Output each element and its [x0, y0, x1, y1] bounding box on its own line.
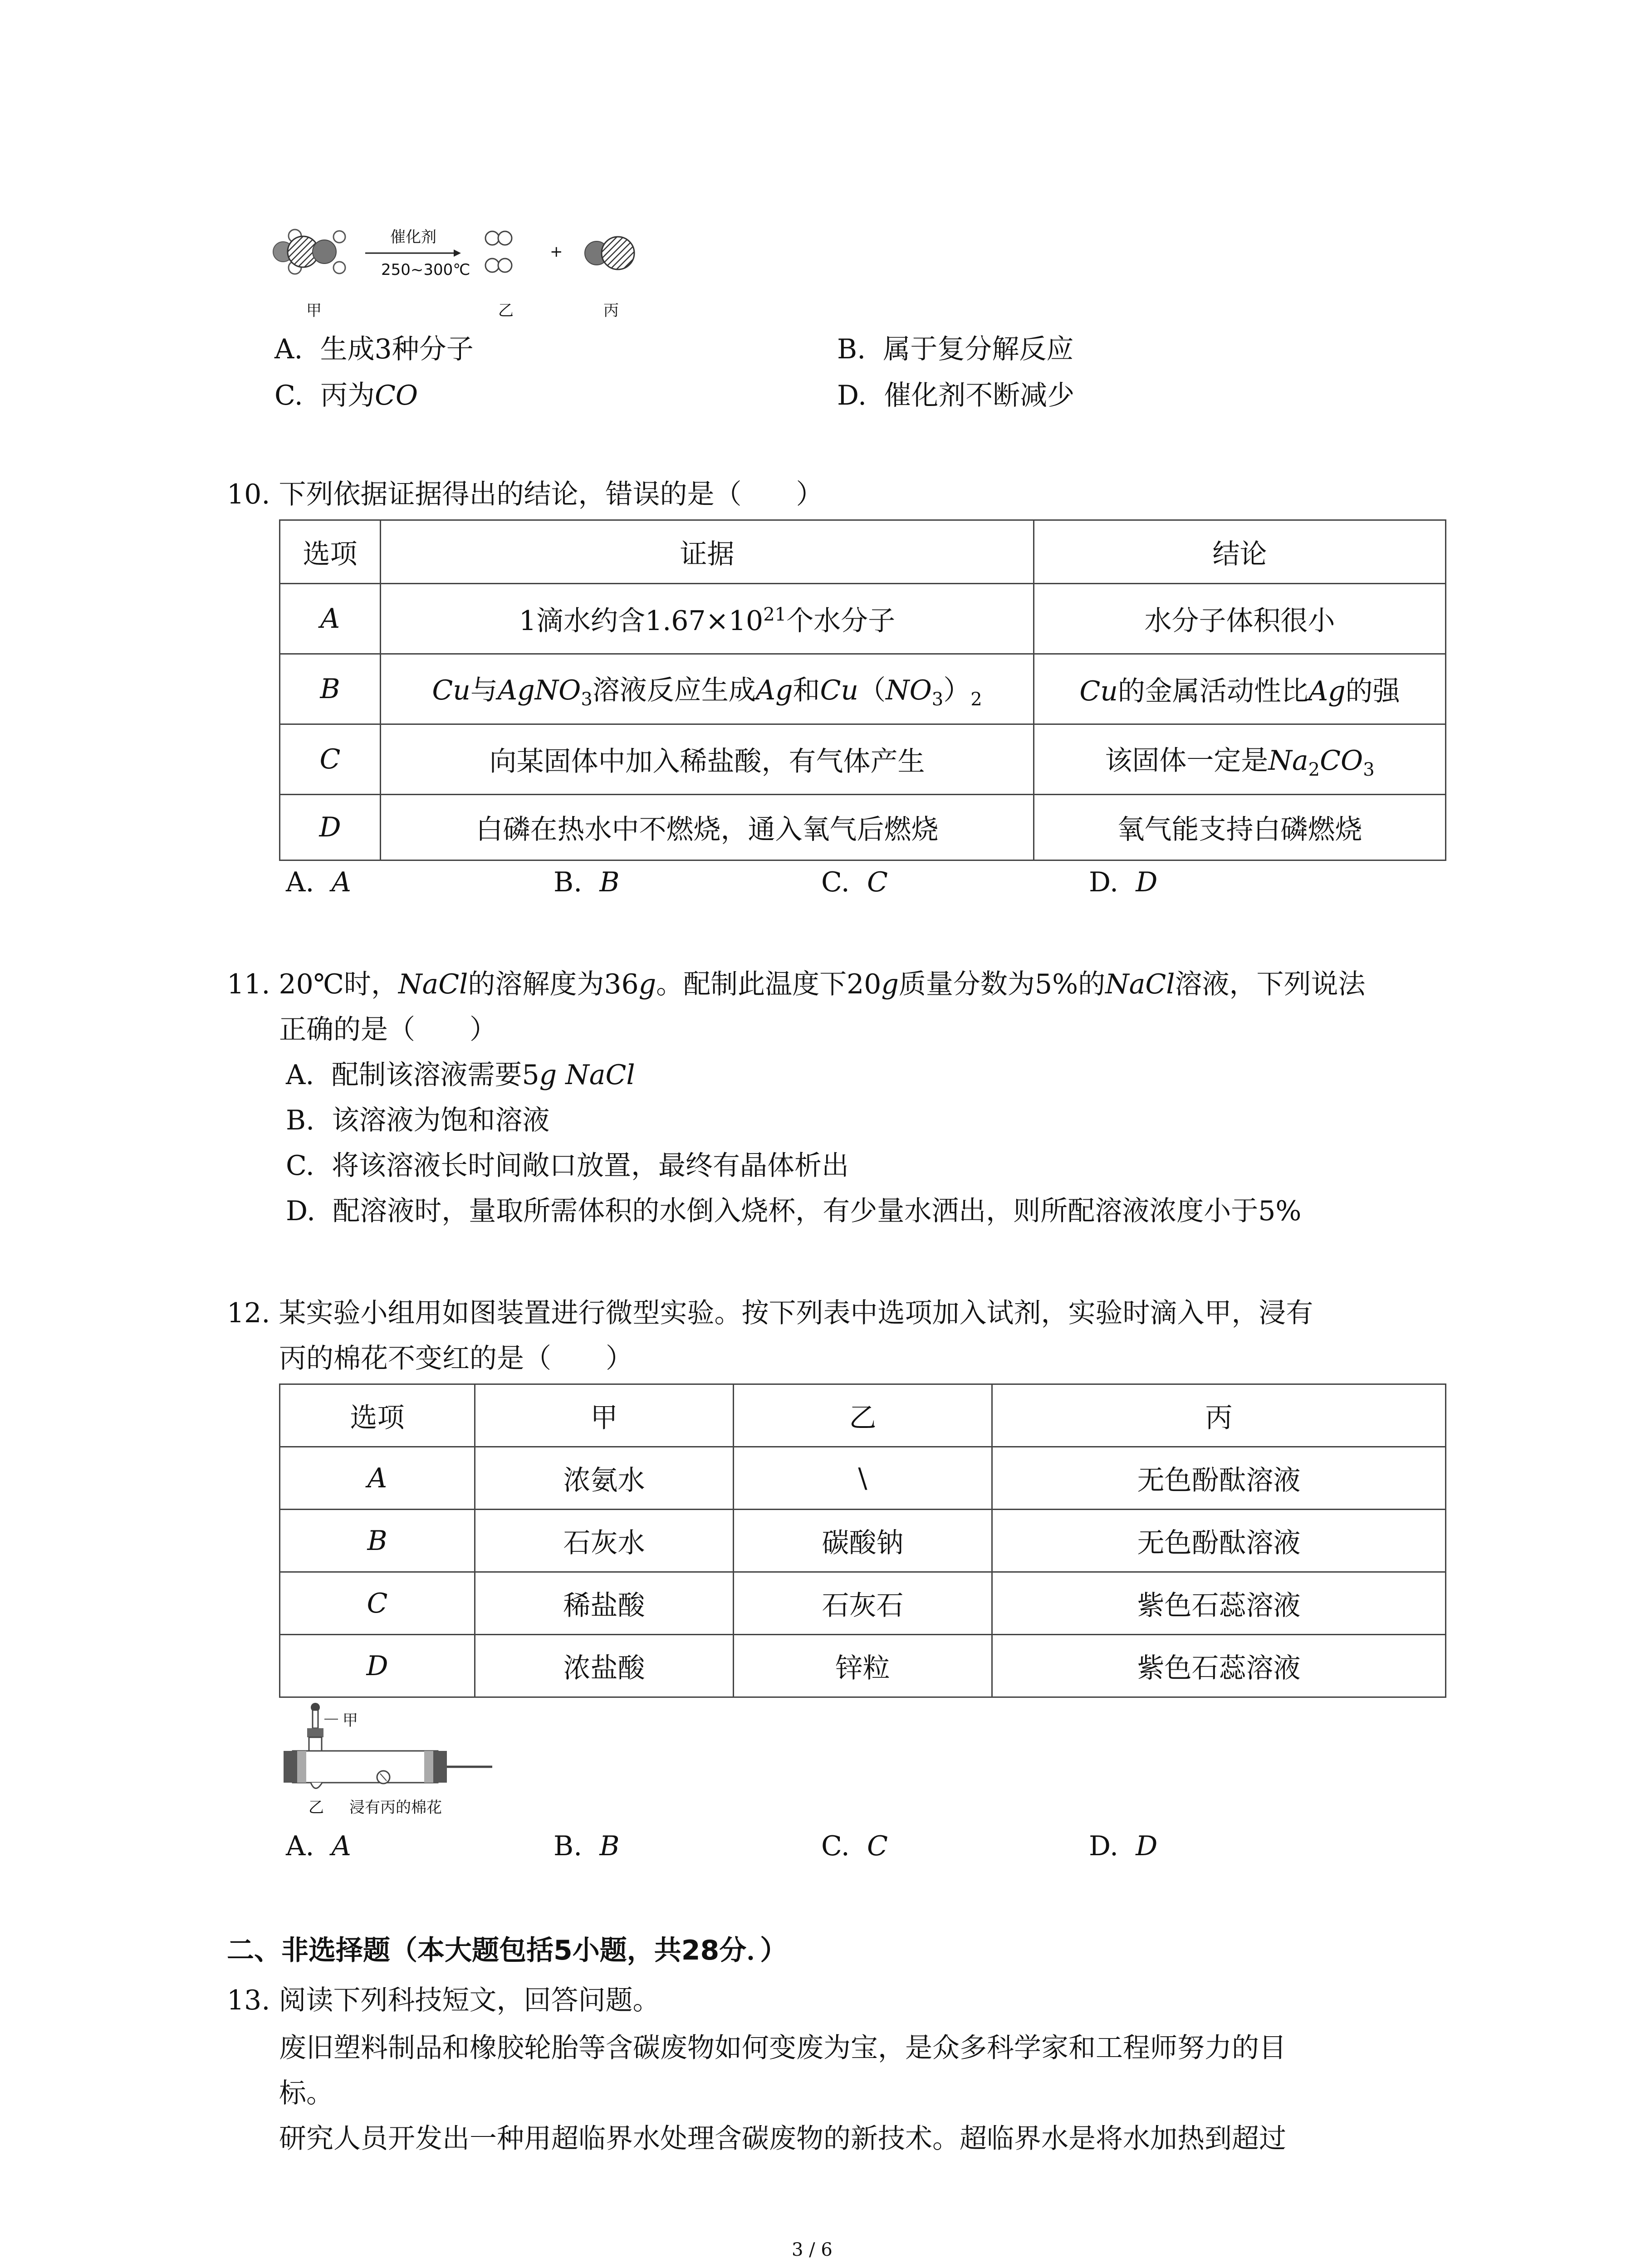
table-row: D 浓盐酸 锌粒 紫色石蕊溶液: [280, 1635, 1446, 1697]
q9-option-d: D. 催化剂不断减少: [837, 380, 1075, 411]
apparatus-label-yi: 乙: [309, 1799, 324, 1817]
temperature-label: 250~300℃: [381, 261, 470, 279]
q12-answer-d: D. D: [1089, 1830, 1158, 1862]
q11-option-d: D. 配溶液时，量取所需体积的水倒入烧杯，有少量水洒出，则所配溶液浓度小于5%: [286, 1195, 1302, 1227]
table-header-row: 选项 证据 结论: [280, 520, 1446, 584]
catalyst-label: 催化剂: [390, 228, 436, 246]
q10-answer-d: D. D: [1089, 866, 1158, 898]
section-2-title: 二、非选择题（本大题包括5小题，共28分．）: [227, 1935, 788, 1966]
q13-para1-line1: 废旧塑料制品和橡胶轮胎等含碳废物如何变废为宝，是众多科学家和工程师努力的目: [279, 2032, 1286, 2064]
table-row: C 稀盐酸 石灰石 紫色石蕊溶液: [280, 1572, 1446, 1635]
q12-stem-line1: 12. 某实验小组用如图装置进行微型实验。按下列表中选项加入试剂，实验时滴入甲，浸有: [227, 1297, 1313, 1329]
hydrogen-molecule-icon: [485, 231, 512, 272]
table-row: D 白磷在热水中不燃烧，通入氧气后燃烧 氧气能支持白磷燃烧: [280, 795, 1446, 860]
q12-answer-a: A. A: [286, 1830, 351, 1862]
q13-para2-line1: 研究人员开发出一种用超临界水处理含碳废物的新技术。超临界水是将水加热到超过: [279, 2123, 1286, 2155]
apparatus-diagram: [279, 1701, 497, 1817]
q9-option-a: A. 生成3种分子: [274, 333, 474, 365]
q11-option-a: A. 配制该溶液需要5g NaCl: [286, 1059, 635, 1091]
q13-para1-line2: 标。: [279, 2077, 333, 2109]
label-bing: 丙: [603, 302, 619, 320]
reaction-well-icon: [311, 1783, 322, 1789]
q10-answer-a: A. A: [286, 866, 351, 898]
q12-table: [279, 1383, 1446, 1698]
q11-stem-line1: 11. 20℃时，NaCl的溶解度为36g。配制此温度下20g质量分数为5%的NaCl溶液，下列说法: [227, 968, 1366, 1000]
q10-stem: 10. 下列依据证据得出的结论，错误的是（ ）: [227, 479, 823, 510]
reactant-molecule-icon: [273, 230, 345, 274]
table-row: A 浓氨水 \ 无色酚酞溶液: [280, 1447, 1446, 1510]
q13-stem: 13. 阅读下列科技短文，回答问题。: [227, 1984, 660, 2016]
q12-stem-line2: 丙的棉花不变红的是（ ）: [279, 1343, 633, 1374]
label-jia: 甲: [306, 302, 322, 320]
q10-answer-c: C. C: [821, 866, 888, 898]
q11-option-c: C. 将该溶液长时间敞口放置，最终有晶体析出: [286, 1150, 849, 1182]
plus-sign: +: [550, 243, 563, 261]
label-yi: 乙: [498, 302, 514, 320]
table-row: B Cu与AgNO$_3$溶液反应生成Ag和$Cu(NO_3)_2$ Cu的金属活动性比Ag的强: [280, 654, 1446, 724]
page-number: 3 / 6: [792, 2239, 833, 2260]
q9-option-c: C. 丙为CO: [274, 380, 418, 411]
table-row: C 向某固体中加入稀盐酸，有气体产生 该固体一定是$Na_2CO_3$: [280, 724, 1446, 795]
q10-table: [279, 519, 1446, 861]
q10-answer-b: B. B: [554, 866, 620, 898]
q12-answer-b: B. B: [554, 1830, 620, 1862]
q11-option-b: B. 该溶液为饱和溶液: [286, 1105, 550, 1136]
table-row: A 1滴水约含$1.67\times 10^{21}$个水分子 水分子体积很小: [280, 584, 1446, 654]
q11-stem-line2: 正确的是（ ）: [279, 1014, 497, 1046]
apparatus-label-cotton: 浸有丙的棉花: [349, 1799, 442, 1817]
apparatus-label-jia: 甲: [343, 1711, 358, 1730]
reaction-arrow-icon: [365, 249, 461, 257]
q9-option-b: B. 属于复分解反应: [837, 333, 1074, 365]
dropper-icon: [307, 1703, 323, 1751]
co-molecule-icon: [585, 237, 634, 269]
table-row: B 石灰水 碳酸钠 无色酚酞溶液: [280, 1510, 1446, 1572]
q12-answer-c: C. C: [821, 1830, 888, 1862]
table-header-row: 选项 甲 乙 丙: [280, 1384, 1446, 1447]
